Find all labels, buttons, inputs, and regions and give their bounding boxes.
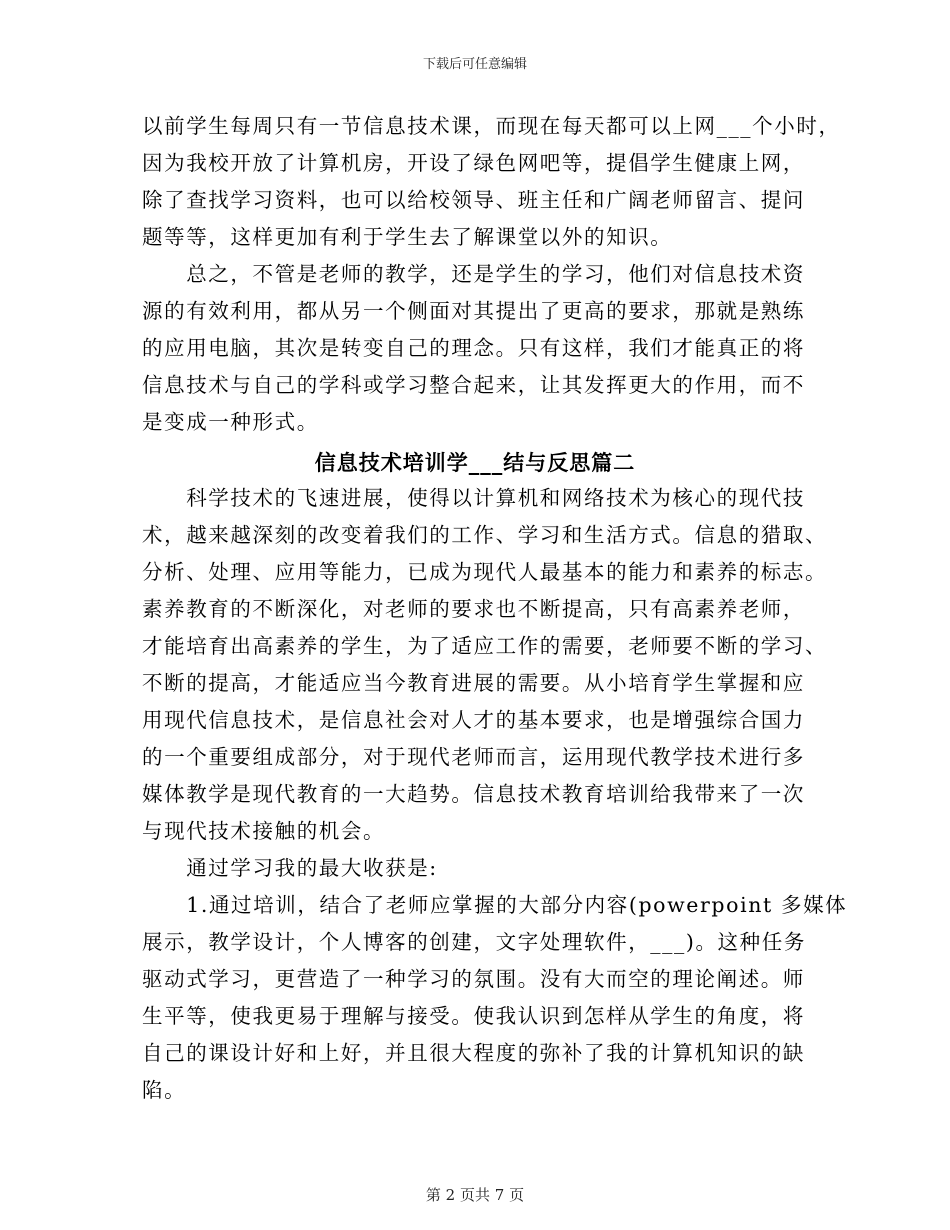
section-title: 信息技术培训学___结与反思篇二 <box>314 450 636 475</box>
body-line: 的应用电脑，其次是转变自己的理念。只有这样，我们才能真正的将 <box>142 336 805 360</box>
body-line: 源的有效利用，都从另一个侧面对其提出了更高的要求，那就是熟练 <box>142 299 805 323</box>
body-line: 展示，教学设计，个人博客的创建，文字处理软件，___)。这种任务 <box>142 930 806 954</box>
body-line: 与现代技术接触的机会。 <box>142 819 386 843</box>
body-line: 是变成一种形式。 <box>142 410 319 434</box>
body-line: 题等等，这样更加有利于学生去了解课堂以外的知识。 <box>142 225 673 249</box>
page-header: 下载后可任意编辑 <box>422 57 527 72</box>
body-line: 驱动式学习，更营造了一种学习的氛围。没有大而空的理论阐述。师 <box>142 967 805 991</box>
body-line: 分析、处理、应用等能力，已成为现代人最基本的能力和素养的标志。 <box>142 560 828 584</box>
body-line: 才能培育出高素养的学生，为了适应工作的需要，老师要不断的学习、 <box>142 634 828 658</box>
body-line: 通过学习我的最大收获是: <box>142 856 438 880</box>
page-footer: 第 2 页共 7 页 <box>425 1186 525 1204</box>
body-line: 素养教育的不断深化，对老师的要求也不断提高，只有高素养老师， <box>142 597 805 621</box>
body-line: 除了查找学习资料，也可以给校领导、班主任和广阔老师留言、提问 <box>142 188 805 212</box>
body-line: 总之，不管是老师的教学，还是学生的学习，他们对信息技术资 <box>142 262 805 286</box>
body-line: 不断的提高，才能适应当今教育进展的需要。从小培育学生掌握和应 <box>142 671 805 695</box>
body-line: 自己的课设计好和上好，并且很大程度的弥补了我的计算机知识的缺 <box>142 1041 805 1065</box>
body-line: 1.通过培训，结合了老师应掌握的大部分内容(powerpoint 多媒体 <box>142 893 848 917</box>
body-line: 信息技术与自己的学科或学习整合起来，让其发挥更大的作用，而不 <box>142 373 805 397</box>
body-line: 陷。 <box>142 1078 187 1102</box>
body-line: 以前学生每周只有一节信息技术课，而现在每天都可以上网___个小时， <box>142 114 841 138</box>
body-line: 科学技术的飞速进展，使得以计算机和网络技术为核心的现代技 <box>142 486 805 510</box>
body-line: 生平等，使我更易于理解与接受。使我认识到怎样从学生的角度，将 <box>142 1004 805 1028</box>
body-line: 的一个重要组成部分，对于现代老师而言，运用现代教学技术进行多 <box>142 745 805 769</box>
body-line: 媒体教学是现代教育的一大趋势。信息技术教育培训给我带来了一次 <box>142 782 805 806</box>
body-line: 用现代信息技术，是信息社会对人才的基本要求，也是增强综合国力 <box>142 708 805 732</box>
body-line: 因为我校开放了计算机房，开设了绿色网吧等，提倡学生健康上网， <box>142 151 805 175</box>
body-line: 术，越来越深刻的改变着我们的工作、学习和生活方式。信息的猎取、 <box>142 523 828 547</box>
